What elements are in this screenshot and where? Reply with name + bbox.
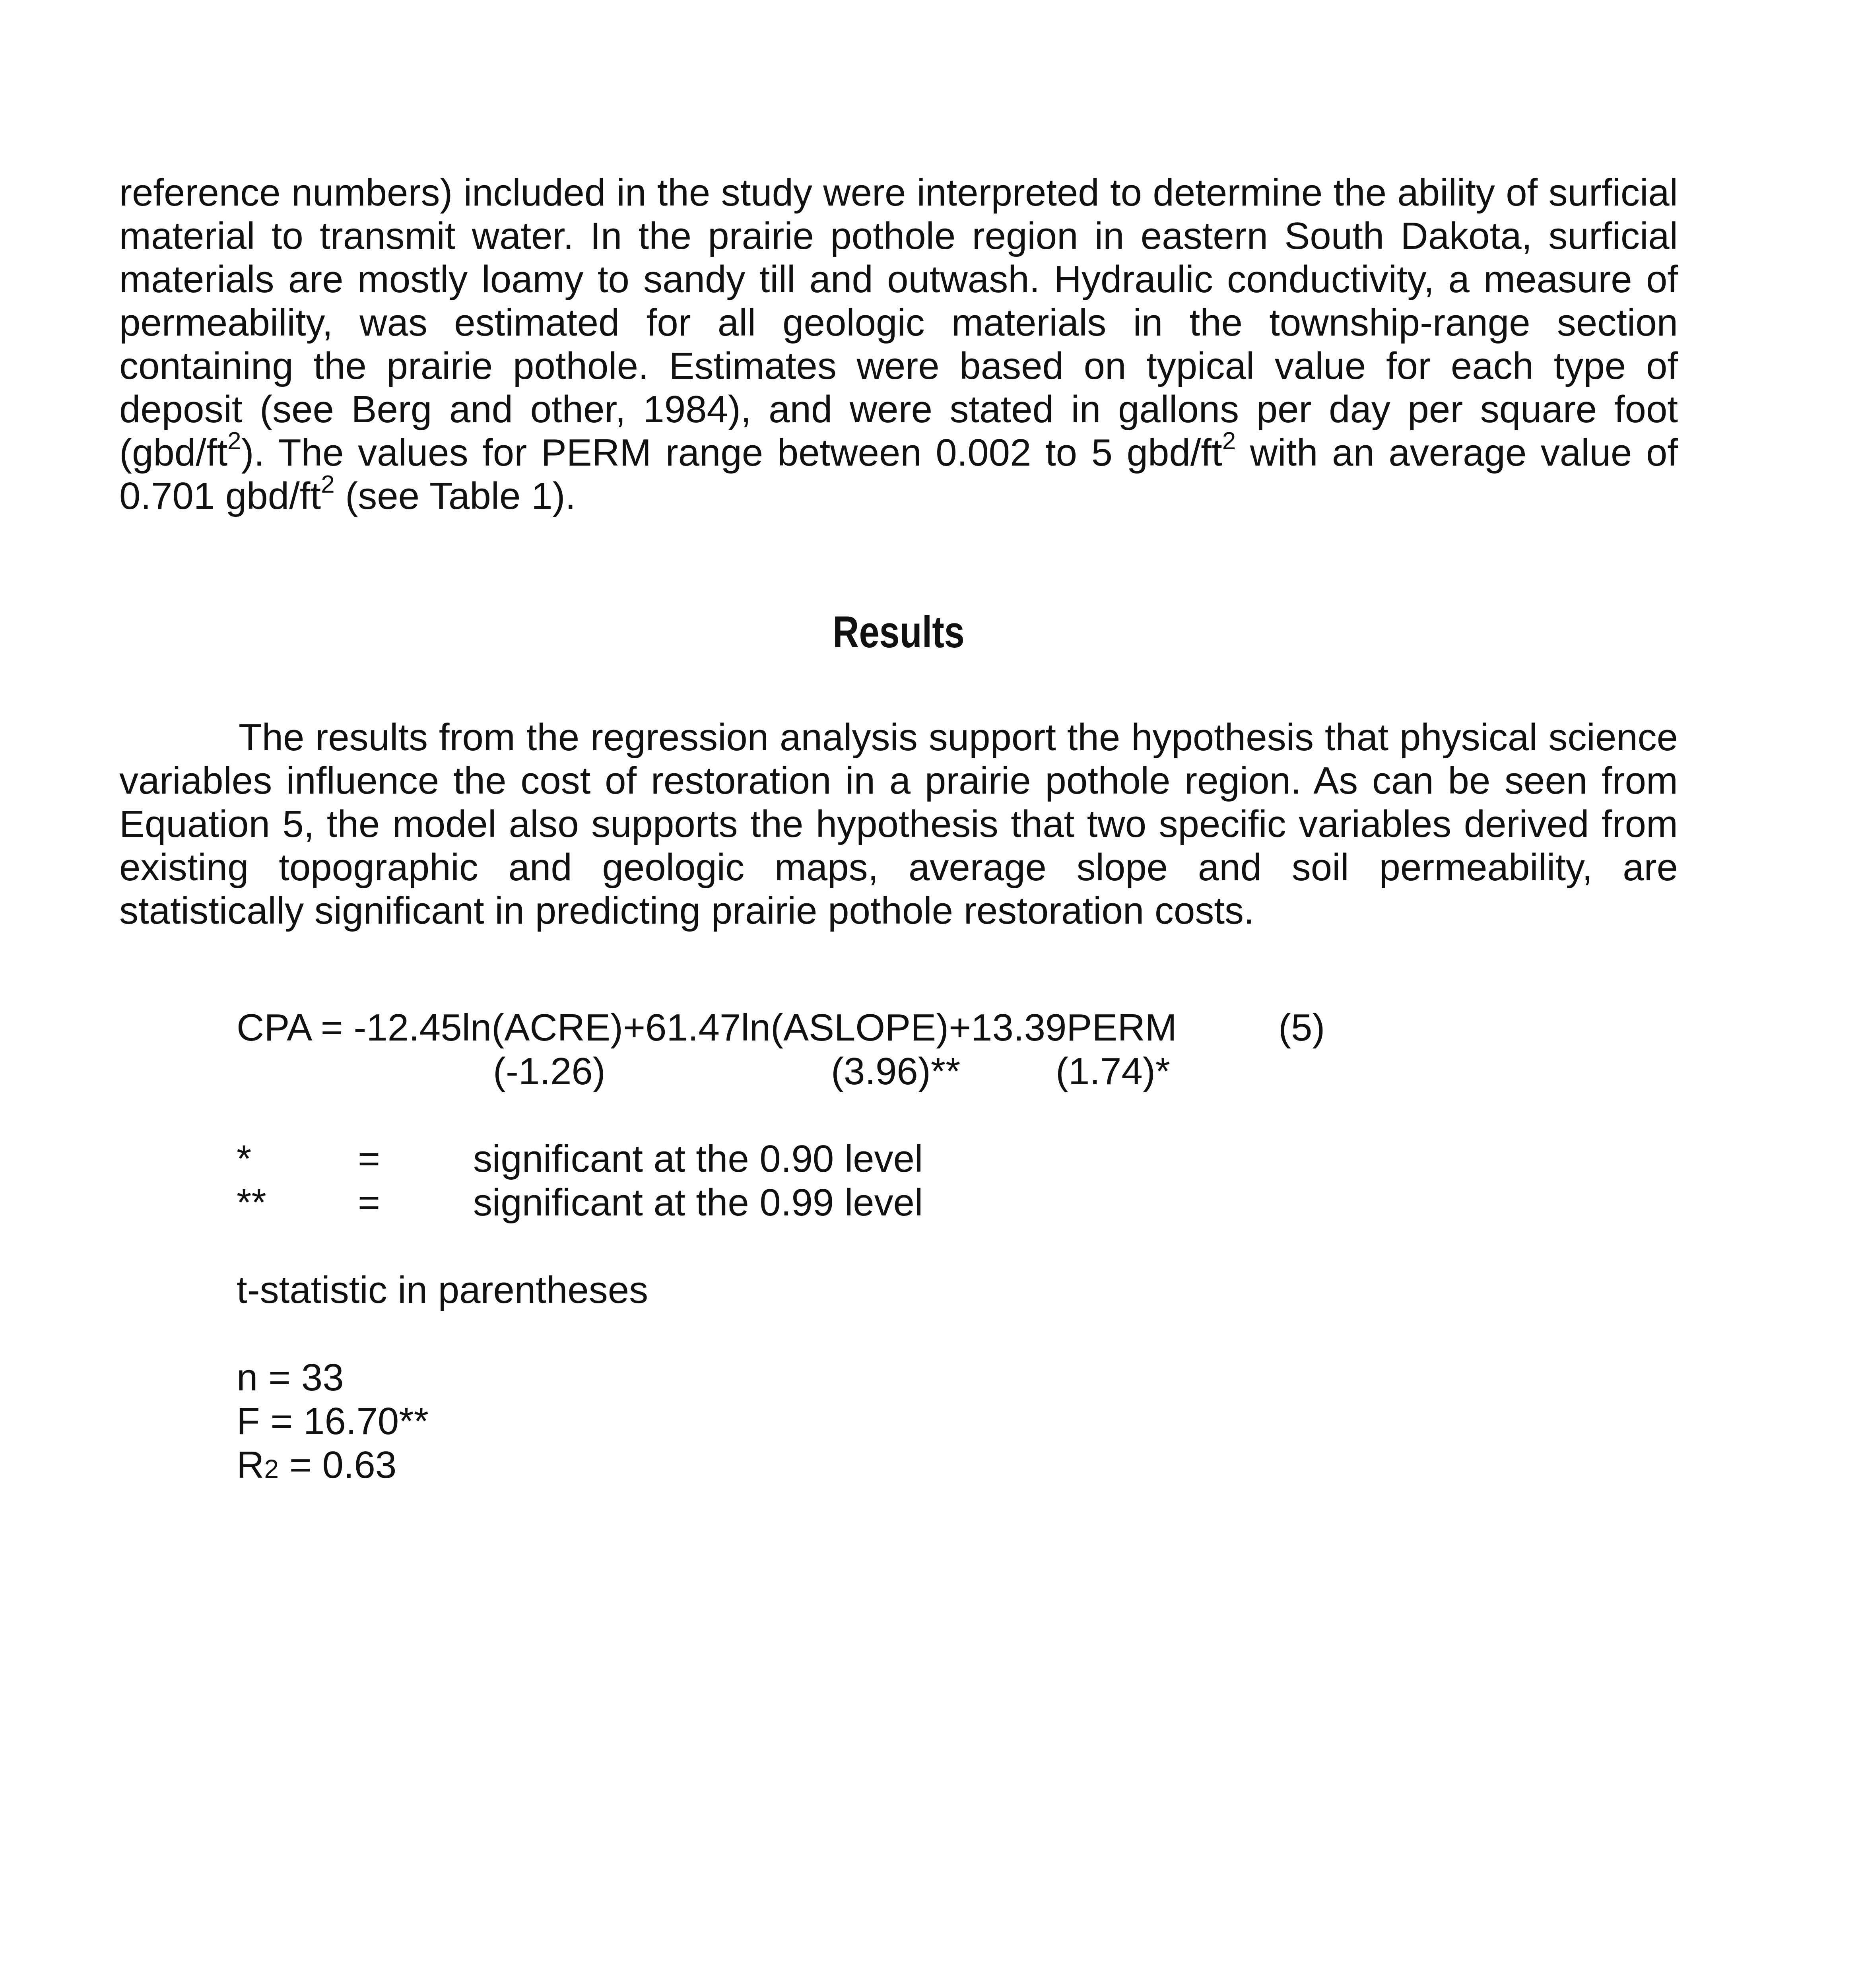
paragraph-text: with an average value of 0.701 gbd/ft — [119, 431, 1678, 517]
significance-equals: = — [358, 1181, 381, 1224]
superscript: 2 — [227, 427, 241, 455]
stat-r2 — [237, 1443, 396, 1491]
significance-text: significant at the 0.90 level — [473, 1138, 923, 1180]
paragraph-results: The results from the regression analysis support the hypothesis that physical science variables influence the cost of restoration in a prairie pothole region. As can be seen from Equation 5, the model also supports the hypothesis that two specific variables derived from existing topographic and geologic maps, average slope and soil permeability, are statistically significant in predicting prairie pothole restoration costs. — [119, 716, 1678, 932]
paragraph-text: reference numbers) included in the study were interpreted to determine the ability of surficial material to transmit water. In the prairie pothole region in eastern South Dakota, surficial materials are mostly loamy to sandy till and outwash. Hydraulic conductivity, a measure of permeability, was estimated for all geologic materials in the township-range section containing the prairie pothole. Estimates were based on typical value for each type of deposit (see Berg and other, 1984), and were stated in gallons per day per square foot (gbd/ft — [119, 171, 1678, 474]
paragraph-text: ). The values for PERM range between 0.002 to 5 gbd/ft — [241, 431, 1222, 474]
stat-r2-label: R — [237, 1444, 264, 1486]
section-heading: Results — [833, 607, 965, 657]
superscript: 2 — [321, 471, 335, 498]
stat-r2-sub: 2 — [264, 1454, 279, 1483]
t-stat-aslope: (3.96)** — [831, 1050, 961, 1093]
equation-number: (5) — [1278, 1006, 1325, 1049]
significance-text: significant at the 0.99 level — [473, 1181, 923, 1224]
significance-symbol: * — [237, 1138, 252, 1180]
superscript: 2 — [1222, 427, 1236, 455]
paragraph-permeability — [119, 171, 1678, 518]
significance-equals: = — [358, 1138, 381, 1180]
t-stat-perm: (1.74)* — [1056, 1050, 1171, 1093]
t-statistic-note: t-statistic in parentheses — [237, 1269, 649, 1311]
paragraph-text: (see Table 1). — [334, 475, 576, 517]
stat-f: F = 16.70** — [237, 1400, 429, 1442]
stat-n: n = 33 — [237, 1356, 344, 1399]
stat-r2-value: = 0.63 — [279, 1444, 397, 1486]
equation-formula: CPA = -12.45ln(ACRE)+61.47ln(ASLOPE)+13.39PERM — [237, 1006, 1177, 1049]
t-stat-acre: (-1.26) — [493, 1050, 606, 1093]
significance-symbol: ** — [237, 1181, 266, 1224]
